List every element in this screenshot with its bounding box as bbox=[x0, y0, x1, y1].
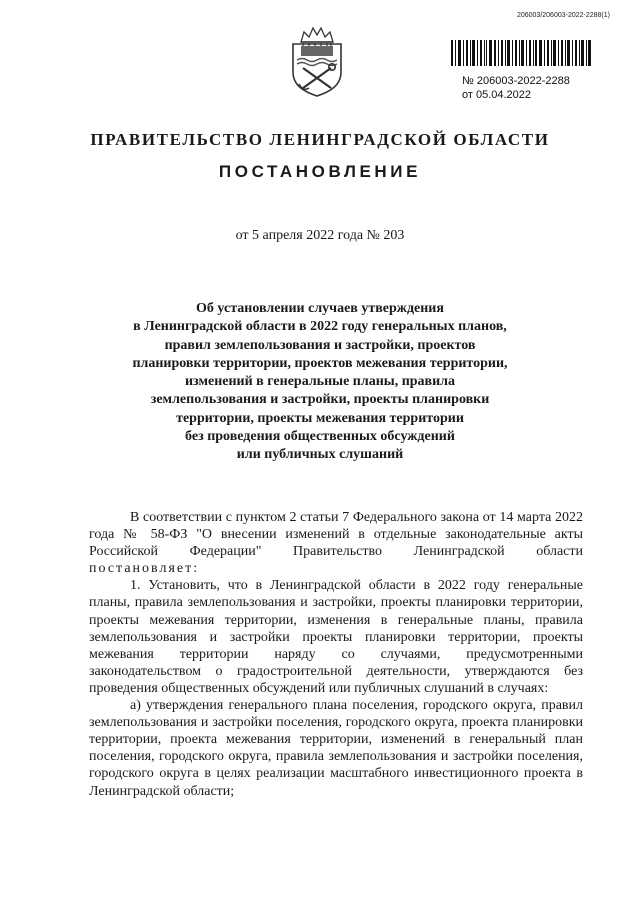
item-1-paragraph: 1. Установить, что в Ленинградской области в 2022 году генеральные планы, правила землепользования и застройки, проекты планировки территории, проекты межевания территории, изменения в генеральные планы, правила землепользования и застройки проекты планировки территории, проекты межевания территории наряду со случаями, предусмотренными законодательством о градостроительной деятельности, утверждаются без проведения общественных обсуждений или публичных слушаний в случаях: bbox=[89, 578, 583, 696]
heading-line: или публичных слушаний bbox=[236, 447, 404, 463]
heading-line: правил землепользования и застройки, проектов bbox=[164, 337, 476, 353]
heading-line: территории, проекты межевания территории bbox=[176, 410, 464, 426]
heading-line: планировки территории, проектов межевания территории, bbox=[132, 355, 508, 371]
decree-word: постановляет: bbox=[89, 561, 200, 577]
preamble-text: В соответствии с пунктом 2 статьи 7 Федерального закона от 14 марта 2022 года № 58-ФЗ "О внесении изменений в отдельные законодательные акты Российской Федерации" Правительство Ленинградской области bbox=[89, 510, 583, 560]
registration-date: от 05.04.2022 bbox=[462, 89, 532, 101]
government-title: ПРАВИТЕЛЬСТВО ЛЕНИНГРАДСКОЙ ОБЛАСТИ bbox=[90, 130, 550, 149]
barcode-icon bbox=[451, 40, 591, 66]
preamble-paragraph bbox=[89, 509, 583, 577]
document-body bbox=[89, 509, 583, 800]
document-date-number: от 5 апреля 2022 года № 203 bbox=[235, 228, 405, 243]
document-heading bbox=[0, 300, 640, 465]
heading-line: без проведения общественных обсуждений bbox=[185, 429, 455, 445]
heading-line: Об установлении случаев утверждения bbox=[196, 301, 444, 316]
registration-block bbox=[462, 74, 570, 102]
heading-line: землепользования и застройки, проекты планировки bbox=[150, 392, 490, 408]
coat-of-arms-icon bbox=[287, 26, 347, 98]
heading-line: изменений в генеральные планы, правила bbox=[184, 374, 456, 390]
registration-number: № 206003-2022-2288 bbox=[462, 75, 570, 87]
item-1a-paragraph: а) утверждения генерального плана поселения, городского округа, правил землепользования и застройки поселения, городского округа, проекта планировки территории, проекта межевания территории, изменений в генеральный план поселения, городского округа, правила землепользования и застройки поселения, городского округа в целях реализации масштабного инвестиционного проекта в Ленинградской области; bbox=[89, 698, 583, 799]
document-type: ПОСТАНОВЛЕНИЕ bbox=[218, 162, 422, 181]
heading-line: в Ленинградской области в 2022 году генеральных планов, bbox=[133, 319, 507, 335]
document-code: 206003/206003-2022-2288(1) bbox=[516, 12, 610, 19]
